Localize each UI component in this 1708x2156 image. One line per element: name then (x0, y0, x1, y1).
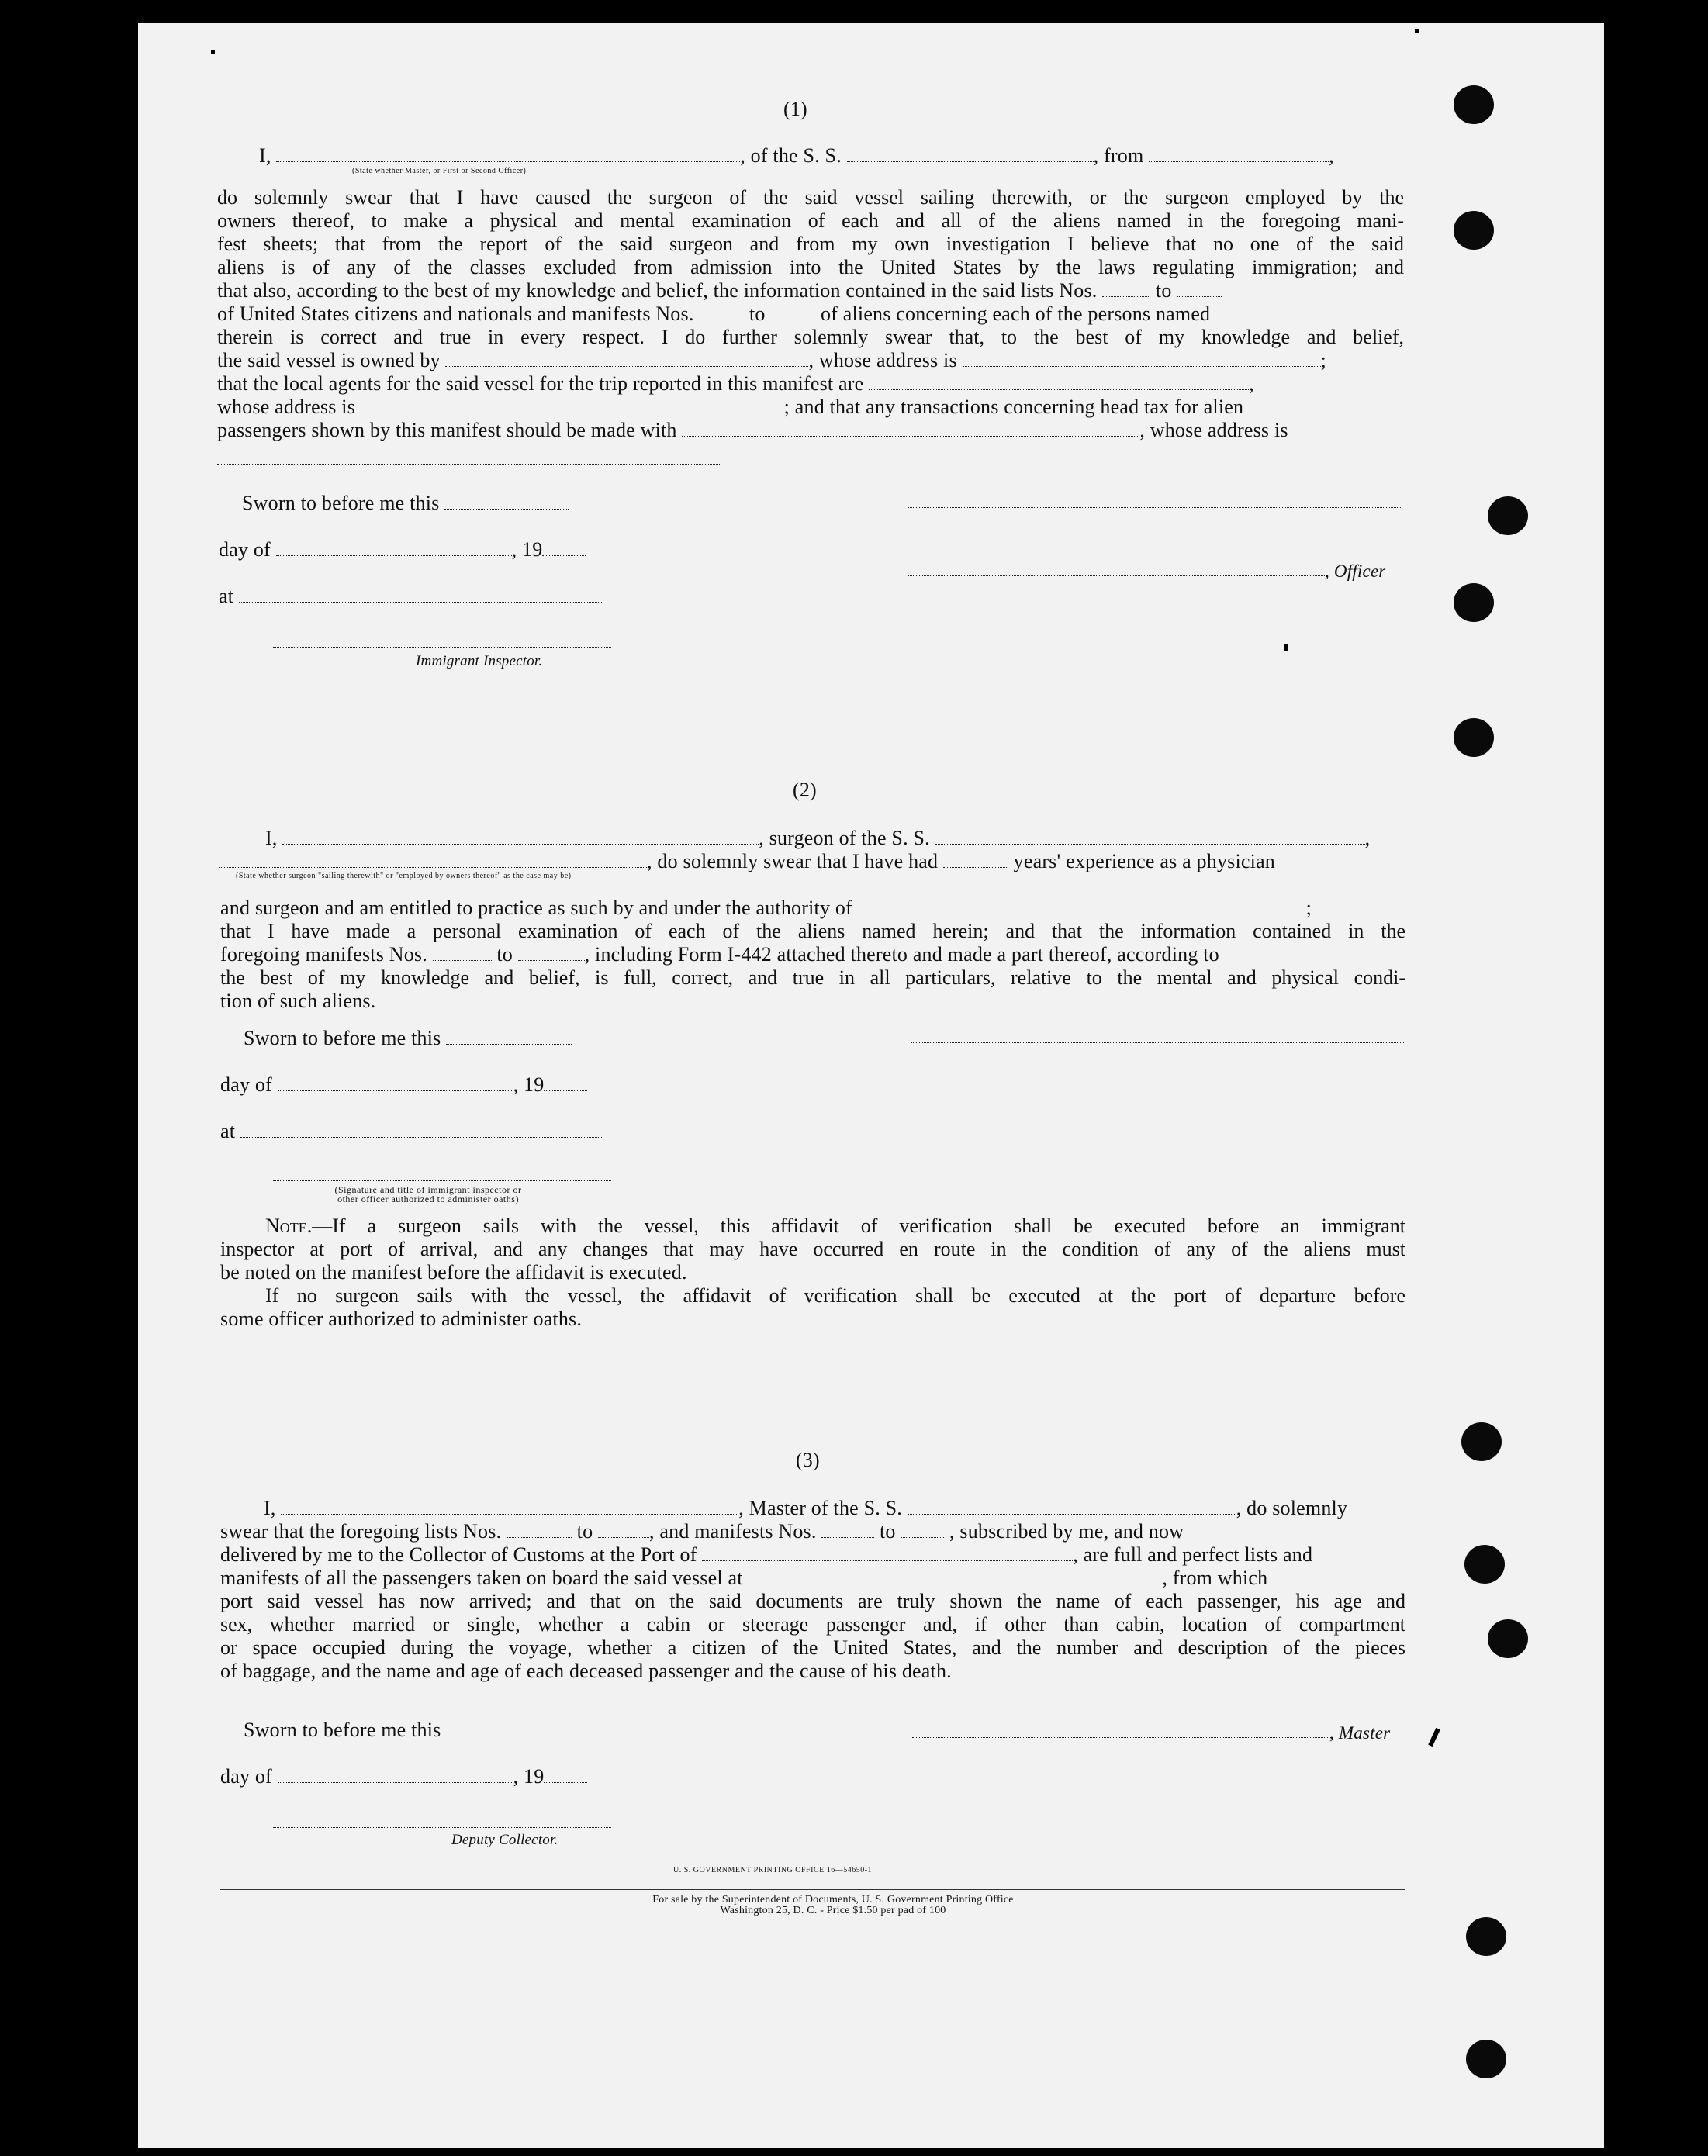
manifests-from-field[interactable] (699, 307, 744, 320)
speck (1415, 29, 1419, 33)
section-1-number: (1) (783, 98, 807, 120)
origin-field[interactable] (1149, 149, 1329, 162)
s1-line-10: that the local agents for the said vessel for the trip reported in this manifest are , (217, 372, 1254, 395)
punch-hole (1454, 85, 1494, 124)
deputy-signature-line[interactable] (273, 1827, 611, 1828)
s2-line-1: I, , surgeon of the S. S. , (265, 827, 1371, 849)
punch-hole (1461, 1422, 1502, 1461)
s2-signature-caption-1: (Signature and title of immigrant inspector or (334, 1184, 522, 1195)
s1-line-7: of United States citizens and nationals and manifests Nos. to of aliens concerning each of the persons named (217, 302, 1211, 325)
s3-line-7: or space occupied during the voyage, whether a citizen of the United States, and the number and description of the pieces (220, 1636, 1405, 1659)
footer-rule (220, 1889, 1405, 1890)
s2-vessel-field[interactable] (935, 831, 1365, 845)
note-line-3: be noted on the manifest before the affidavit is executed. (220, 1261, 687, 1284)
s2-signature-caption-2: other officer authorized to administer oaths) (337, 1194, 519, 1204)
deputy-collector-caption: Deputy Collector. (451, 1832, 558, 1848)
surgeon-signature-line[interactable] (911, 1042, 1404, 1043)
s2-line-5: foregoing manifests Nos. to , including Form I-442 attached thereto and made a part thereof, according to (220, 943, 1219, 966)
speck (211, 50, 215, 54)
s3-year-field[interactable] (544, 1770, 587, 1783)
note-line-1: Note.—If a surgeon sails with the vessel, this affidavit of verification shall be executed before an immigrant (265, 1214, 1405, 1237)
s2-line-7: tion of such aliens. (220, 990, 376, 1012)
s3-line-4: manifests of all the passengers taken on board the said vessel at , from which (220, 1567, 1268, 1589)
punch-hole (1488, 496, 1528, 535)
master-name-field[interactable] (281, 1501, 738, 1515)
s2-day-of: day of , 19 (220, 1073, 587, 1097)
s2-month-field[interactable] (278, 1078, 513, 1091)
officer-caption: , Officer (1325, 561, 1386, 581)
s3-sworn-date-field[interactable] (446, 1723, 572, 1736)
s2-manifests-to-field[interactable] (518, 948, 585, 961)
surgeon-status-field[interactable] (219, 855, 647, 868)
s1-line-11: whose address is ; and that any transactions concerning head tax for alien (217, 396, 1244, 418)
s3-line-8: of baggage, and the name and age of each deceased passenger and the cause of his death. (220, 1660, 952, 1682)
punch-hole (1488, 1619, 1528, 1658)
authority-field[interactable] (858, 901, 1306, 914)
s2-sworn-date-field[interactable] (446, 1031, 572, 1045)
s3-manifests-to-field[interactable] (901, 1525, 944, 1538)
s2-official-signature-line[interactable] (273, 1180, 611, 1181)
lists-to-field[interactable] (1177, 284, 1222, 297)
s1-sworn-date-field[interactable] (444, 496, 569, 510)
s1-officer-line[interactable] (908, 575, 1326, 576)
s1-line-6: that also, according to the best of my knowledge and belief, the information contained in the said lists Nos. to (217, 279, 1222, 302)
s2-sworn: Sworn to before me this (244, 1027, 572, 1050)
note-line-5: some officer authorized to administer oaths. (220, 1308, 583, 1330)
local-agents-field[interactable] (869, 377, 1249, 390)
surgeon-name-field[interactable] (282, 831, 759, 845)
s3-manifests-from-field[interactable] (821, 1525, 874, 1538)
gpo-imprint: U. S. GOVERNMENT PRINTING OFFICE 16—54650-1 (673, 1866, 873, 1874)
punch-hole (1464, 1545, 1505, 1584)
s1-line-3: owners thereof, to make a physical and mental examination of each and all of the aliens named in the foregoing mani- (217, 209, 1404, 232)
section-3-number: (3) (796, 1449, 820, 1471)
port-field[interactable] (702, 1548, 1073, 1561)
master-caption: , Master (1329, 1723, 1391, 1743)
s1-line-5: aliens is of any of the classes excluded from admission into the United States by the laws regulating immigration; and (217, 256, 1404, 278)
speck (1284, 644, 1288, 651)
note-line-2: inspector at port of arrival, and any changes that may have occurred en route in the condition of any of the aliens must (220, 1238, 1405, 1260)
head-tax-address-line[interactable] (217, 464, 720, 465)
immigrant-inspector-caption: Immigrant Inspector. (416, 653, 543, 669)
s2-place-field[interactable] (240, 1125, 603, 1138)
form-page (138, 23, 1604, 2148)
pen-mark (1428, 1728, 1440, 1747)
vessel-name-field[interactable] (847, 149, 1094, 162)
officer-rank-field[interactable] (276, 149, 740, 162)
sale-notice-1: For sale by the Superintendent of Documents, U. S. Government Printing Office (652, 1894, 1014, 1906)
years-experience-field[interactable] (943, 855, 1008, 868)
lists-from-field[interactable] (1102, 284, 1150, 297)
s1-rank-caption: (State whether Master, or First or Second Officer) (352, 167, 527, 175)
s3-month-field[interactable] (278, 1770, 513, 1783)
boarding-port-field[interactable] (748, 1571, 1162, 1584)
punch-hole (1454, 718, 1494, 757)
s1-line-1: I, , of the S. S. , from , (259, 144, 1334, 167)
agents-address-field[interactable] (361, 400, 784, 413)
section-2-number: (2) (793, 779, 817, 801)
master-signature-line[interactable] (912, 1737, 1331, 1738)
s2-year-field[interactable] (544, 1078, 587, 1091)
punch-hole (1466, 1917, 1506, 1956)
s3-day-of: day of , 19 (220, 1765, 587, 1788)
s2-status-caption: (State whether surgeon "sailing therewith" or "employed by owners thereof" as the case may be) (236, 872, 572, 880)
owner-address-field[interactable] (963, 354, 1321, 367)
head-tax-contact-field[interactable] (682, 423, 1139, 437)
s1-line-4: fest sheets; that from the report of the said surgeon and from my own investigation I believe that no one of the said (217, 233, 1404, 255)
s1-signature-line[interactable] (908, 507, 1401, 508)
s3-line-3: delivered by me to the Collector of Customs at the Port of , are full and perfect lists and (220, 1543, 1313, 1566)
s1-line-9: the said vessel is owned by , whose address is ; (217, 349, 1326, 371)
owner-field[interactable] (445, 354, 808, 367)
s1-place-field[interactable] (239, 589, 602, 603)
s2-manifests-from-field[interactable] (433, 948, 492, 961)
s2-line-3: and surgeon and am entitled to practice as such by and under the authority of ; (220, 897, 1312, 919)
s3-line-1: I, , Master of the S. S. , do solemnly (264, 1497, 1348, 1519)
s3-lists-to-field[interactable] (598, 1525, 649, 1538)
sale-notice-2: Washington 25, D. C. - Price $1.50 per pad of 100 (720, 1905, 946, 1916)
s3-vessel-field[interactable] (908, 1501, 1236, 1515)
s1-line-12: passengers shown by this manifest should be made with , whose address is (217, 419, 1288, 441)
manifests-to-field[interactable] (770, 307, 815, 320)
s2-line-2: , do solemnly swear that I have had years' experience as a physician (219, 850, 1275, 873)
punch-hole (1466, 2040, 1506, 2078)
punch-hole (1454, 211, 1494, 250)
s3-lists-from-field[interactable] (507, 1525, 572, 1538)
s3-line-2: swear that the foregoing lists Nos. to , and manifests Nos. to , subscribed by me, and now (220, 1520, 1184, 1543)
s3-line-5: port said vessel has now arrived; and that on the said documents are truly shown the name of each passenger, his age and (220, 1590, 1405, 1612)
punch-hole (1454, 583, 1494, 622)
inspector-signature-line[interactable] (273, 647, 611, 648)
note-line-4: If no surgeon sails with the vessel, the affidavit of verification shall be executed at the port of departure before (265, 1284, 1405, 1307)
s3-sworn: Sworn to before me this (244, 1719, 572, 1742)
s2-line-6: the best of my knowledge and belief, is full, correct, and true in all particulars, relative to the mental and physical condi- (220, 966, 1405, 989)
s1-at: at (219, 585, 602, 608)
s1-day-of: day of , 19 (219, 538, 586, 561)
s1-year-field[interactable] (542, 543, 586, 556)
s3-line-6: sex, whether married or single, whether a cabin or steerage passenger and, if other than cabin, location of compartment (220, 1613, 1405, 1636)
s2-at: at (220, 1120, 603, 1143)
s1-line-8: therein is correct and true in every respect. I do further solemnly swear that, to the best of my knowledge and belief, (217, 326, 1404, 348)
s2-line-4: that I have made a personal examination of each of the aliens named herein; and that the information contained in the (220, 920, 1405, 942)
s1-line-2: do solemnly swear that I have caused the surgeon of the said vessel sailing therewith, or the surgeon employed by the (217, 186, 1404, 209)
s1-sworn: Sworn to before me this (242, 492, 569, 515)
s1-month-field[interactable] (276, 543, 512, 556)
